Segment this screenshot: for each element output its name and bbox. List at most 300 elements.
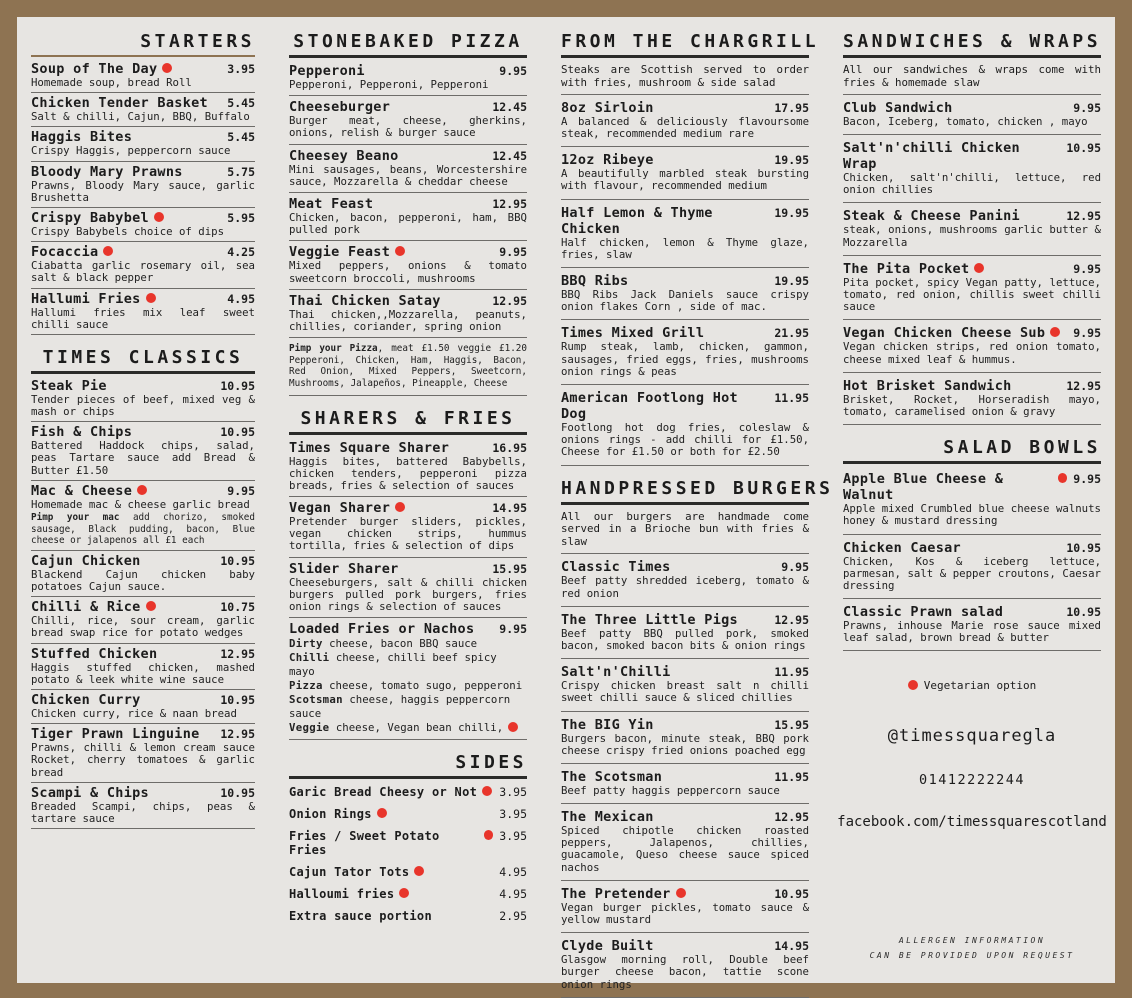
item-price: 9.95: [1073, 472, 1101, 487]
item-description: Thai chicken,,Mozzarella, peanuts, chillies, coriander, spring onion: [289, 307, 527, 333]
item-name-row: [843, 140, 1101, 172]
menu-column-4: [837, 25, 1107, 977]
vegetarian-legend: [908, 679, 1037, 692]
item-name: Haggis Bites: [31, 129, 133, 146]
item-price: 12.45: [492, 148, 527, 163]
item-name-row: [31, 210, 255, 226]
item-description: Blackend Cajun chicken baby potatoes Cajun sauce.: [31, 567, 255, 594]
item-description: Burger meat, cheese, gherkins, onions, relish & burger sauce: [289, 114, 527, 140]
item-price: 9.95: [499, 245, 527, 260]
item-description-line: [289, 637, 527, 651]
item-description: Cheeseburgers, salt & chilli chicken burgers pulled pork burgers, fries onion rings & selection of sauces: [289, 575, 527, 613]
item-price: 12.95: [220, 646, 255, 661]
item-description: Chicken curry, rice & naan bread: [31, 706, 237, 720]
item-name-row: [31, 244, 255, 260]
vegetarian-dot-icon: [395, 502, 405, 512]
item-name: Tiger Prawn Linguine: [31, 726, 200, 743]
menu-item: [561, 200, 809, 268]
item-name: Onion Rings: [289, 806, 372, 821]
menu-item: [561, 95, 809, 147]
item-price: 15.95: [774, 717, 809, 732]
item-note-text: add chorizo, smoked sausage, Black pudding, bacon, Blue cheese or jalapenos all £1 each: [31, 512, 255, 547]
item-name: Chicken Curry: [31, 691, 141, 708]
item-name-row: [289, 561, 527, 577]
item-name: American Footlong Hot Dog: [561, 389, 738, 422]
vegetarian-dot-icon: [154, 212, 164, 222]
item-name-row: [561, 664, 809, 680]
menu-item: [561, 881, 809, 933]
item-name: Mac & Cheese: [31, 482, 133, 499]
item-description: Mixed peppers, onions & tomato sweetcorn broccoli, mushrooms: [289, 259, 527, 285]
instagram-handle: @timessquaregla: [887, 726, 1057, 747]
vegetarian-dot-icon: [162, 63, 172, 73]
allergen-note-line1: ALLERGEN INFORMATION: [898, 936, 1046, 946]
menu-item: [843, 135, 1101, 203]
item-description: Bacon, Iceberg, tomato, chicken , mayo: [843, 114, 1088, 128]
item-price: 4.95: [499, 864, 527, 879]
item-name: Fish & Chips: [31, 424, 133, 441]
section-title: STARTERS: [31, 25, 255, 57]
item-price: 4.95: [227, 291, 255, 306]
menu-item: [561, 320, 809, 385]
item-description: Pita pocket, spicy Vegan patty, lettuce, tomato, red onion, chillis sweet chilli sauce: [843, 275, 1101, 314]
menu-item: [289, 883, 527, 905]
item-price: 5.45: [227, 96, 255, 111]
item-name: Club Sandwich: [843, 99, 953, 116]
item-price: 4.95: [499, 886, 527, 901]
menu-item: [843, 95, 1101, 135]
item-description: Glasgow morning roll, Double beef burger cheese bacon, tattie scone onion rings: [561, 953, 809, 991]
item-name-row: [561, 205, 809, 237]
item-name: The Mexican: [561, 809, 654, 826]
item-description-lead: Scotsman: [289, 692, 343, 706]
item-name-row: [31, 129, 255, 145]
vegetarian-dot-icon: [1050, 327, 1060, 337]
menu-item: [289, 437, 527, 498]
item-description: Homemade mac & cheese garlic bread: [31, 497, 250, 511]
item-name: Clyde Built: [561, 938, 654, 955]
item-name-row: [31, 424, 255, 440]
menu-item: [31, 422, 255, 481]
item-name: Hallumi Fries: [31, 290, 141, 307]
item-description: Pretender burger sliders, pickles, vegan chicken strips, hummus tortilla, fries & selection of dips: [289, 515, 527, 553]
item-name: Vegan Sharer: [289, 500, 391, 517]
item-name-row: [289, 244, 527, 260]
item-price: 10.95: [1066, 605, 1101, 620]
menu-item: [31, 597, 255, 643]
item-description: Vegan burger pickles, tomato sauce & yellow mustard: [561, 900, 809, 927]
menu-item: [289, 861, 527, 883]
item-name-row: [289, 440, 527, 456]
vegetarian-dot-icon: [482, 786, 492, 796]
item-name-row: [31, 483, 255, 499]
section-footnote: [289, 339, 527, 395]
menu-item: [561, 933, 809, 998]
item-name: Extra sauce portion: [289, 908, 432, 923]
item-description: Apple mixed Crumbled blue cheese walnuts honey & mustard dressing: [843, 502, 1101, 528]
item-price: 11.95: [774, 390, 809, 405]
item-description-line: [289, 721, 527, 735]
item-price: 12.95: [492, 293, 527, 308]
menu-item: [843, 256, 1101, 321]
item-price: 19.95: [774, 205, 809, 220]
vegetarian-dot-icon: [395, 246, 405, 256]
item-description-line: [289, 693, 527, 721]
item-description-lead: Dirty: [289, 637, 323, 651]
section-intro: All our sandwiches & wraps come with fries & homemade slaw: [843, 60, 1101, 95]
item-price: 21.95: [774, 326, 809, 341]
item-description: Crispy Babybels choice of dips: [31, 224, 225, 238]
menu-item: [31, 644, 255, 690]
item-price: 10.95: [220, 785, 255, 800]
item-price: 12.45: [492, 100, 527, 115]
menu-item: [289, 781, 527, 803]
item-price: 5.95: [227, 210, 255, 225]
item-name-row: [843, 100, 1101, 116]
menu-item: [289, 145, 527, 193]
item-name-row: [289, 293, 527, 309]
menu-item: [31, 783, 255, 829]
item-name: Cheeseburger: [289, 99, 391, 116]
item-name-row: [289, 99, 527, 115]
item-description: Battered Haddock chips, salad, peas Tartare sauce add Bread & Butter £1.50: [31, 439, 255, 477]
menu-item: [31, 724, 255, 783]
menu-item: [31, 242, 255, 288]
item-name: The Three Little Pigs: [561, 611, 738, 628]
menu-item: [31, 127, 255, 161]
menu-column-4-sections: [843, 25, 1101, 657]
item-name-row: [561, 273, 809, 289]
section-times-classics: [31, 341, 255, 829]
item-description: Mini sausages, beans, Worcestershire sauce, Mozzarella & cheddar cheese: [289, 162, 527, 188]
item-name: Veggie Feast: [289, 244, 391, 261]
item-description: Beef patty shredded iceberg, tomato & red onion: [561, 574, 809, 600]
menu-item: [289, 497, 527, 558]
item-name-row: [843, 471, 1101, 503]
item-description: Chilli, rice, sour cream, garlic bread swap rice for potato wedges: [31, 614, 255, 640]
menu-item: [561, 764, 809, 804]
item-description: Chicken, bacon, pepperoni, ham, BBQ pulled pork: [289, 210, 527, 237]
item-price: 3.95: [499, 828, 527, 843]
menu-column-2: [289, 25, 527, 977]
item-note: [31, 512, 255, 547]
vegetarian-dot-icon: [508, 722, 518, 732]
item-name-row: [31, 164, 255, 180]
menu-item: [31, 481, 255, 551]
section-salad-bowls: [843, 431, 1101, 651]
item-price: 3.95: [499, 806, 527, 821]
item-name-row: [561, 938, 809, 954]
item-name: Chicken Caesar: [843, 539, 961, 556]
vegetarian-dot-icon: [908, 680, 918, 690]
item-description-text: cheese, tomato sugo, pepperoni: [329, 678, 523, 692]
item-name-row: [561, 886, 809, 902]
item-description: Hallumi fries mix leaf sweet chilli sauce: [31, 305, 255, 331]
menu-item: [289, 803, 527, 825]
item-price: 10.95: [1066, 540, 1101, 555]
menu-item: [31, 93, 255, 127]
phone-number: 01412222244: [919, 772, 1025, 789]
menu-item: [289, 825, 527, 861]
item-price: 14.95: [774, 939, 809, 954]
vegetarian-legend-label: Vegetarian option: [923, 679, 1037, 693]
item-price: 17.95: [774, 100, 809, 115]
item-name-row: [289, 148, 527, 164]
vegetarian-dot-icon: [484, 830, 494, 840]
item-name: Soup of The Day: [31, 61, 158, 77]
section-footnote-lead: Pimp your Pizza: [289, 343, 378, 355]
menu-item: [561, 712, 809, 764]
item-price: 12.95: [774, 612, 809, 627]
menu-item: [843, 203, 1101, 255]
item-name-row: [843, 208, 1101, 224]
item-description: Haggis bites, battered Babybells, chicken tenders, pepperoni pizza breads, fries & selection of sauces: [289, 454, 527, 492]
item-description-line: [289, 651, 527, 679]
item-name: The BIG Yin: [561, 716, 654, 733]
item-price: 9.95: [1073, 261, 1101, 276]
item-description: Burgers bacon, minute steak, BBQ pork cheese crispy fried onions poached egg: [561, 731, 809, 757]
item-name: Focaccia: [31, 244, 99, 261]
menu-item: [843, 535, 1101, 600]
item-name: Classic Prawn salad: [843, 604, 1004, 621]
item-description: Beef patty haggis peppercorn sauce: [561, 783, 780, 797]
item-name-row: [843, 540, 1101, 556]
menu-item: [289, 905, 527, 927]
menu-item: [561, 385, 809, 466]
item-description: Spiced chipotle chicken roasted peppers, Jalapenos, chillies, guacamole, Queso cheese sauce spiced nachos: [561, 824, 809, 874]
menu-item: [289, 193, 527, 241]
item-name: Times Square Sharer: [289, 439, 450, 456]
item-price: 19.95: [774, 274, 809, 289]
item-description: Prawns, inhouse Marie rose sauce mixed leaf salad, brown bread & butter: [843, 619, 1101, 645]
item-name: The Pita Pocket: [843, 260, 970, 277]
item-name: Scampi & Chips: [31, 784, 149, 801]
menu-item: [561, 804, 809, 881]
item-name-row: [31, 692, 255, 708]
facebook-url: facebook.com/timessquarescotland: [837, 814, 1107, 831]
item-price: 12.95: [220, 727, 255, 742]
menu-item: [561, 607, 809, 659]
menu-item: [843, 466, 1101, 534]
vegetarian-dot-icon: [1058, 473, 1068, 483]
item-name-row: [31, 95, 255, 111]
menu-item: [289, 96, 527, 144]
item-name: Hot Brisket Sandwich: [843, 377, 1012, 394]
item-name-row: [843, 261, 1101, 277]
item-price: 9.95: [1073, 100, 1101, 115]
section-title: HANDPRESSED BURGERS: [561, 472, 809, 505]
item-name-row: [289, 196, 527, 212]
item-name: Garic Bread Cheesy or Not: [289, 784, 478, 799]
item-name-row: [289, 500, 527, 516]
item-price: 16.95: [492, 440, 527, 455]
section-sandwiches-wraps: [843, 25, 1101, 425]
menu-item: [289, 618, 527, 739]
menu-item: [289, 290, 527, 338]
section-title: SIDES: [289, 746, 527, 779]
item-name-row: [31, 291, 255, 307]
item-name: Half Lemon & Thyme Chicken: [561, 204, 713, 237]
menu-item: [31, 690, 255, 724]
menu-item: [31, 162, 255, 208]
item-description: Brisket, Rocket, Horseradish mayo, tomato, caramelised onion & gravy: [843, 392, 1101, 418]
item-description: Half chicken, lemon & Thyme glaze, fries, slaw: [561, 235, 809, 261]
item-description-text: cheese, haggis peppercorn sauce: [289, 692, 511, 720]
item-name: Cajun Tator Tots: [289, 864, 410, 879]
item-name: Steak Pie: [31, 377, 107, 394]
item-name: Salt'n'Chilli: [561, 664, 671, 681]
item-description: Chicken, salt'n'chilli, lettuce, red onion chillies: [843, 171, 1101, 197]
item-price: 15.95: [492, 561, 527, 576]
menu-item: [289, 60, 527, 96]
item-description: Beef patty BBQ pulled pork, smoked bacon, smoked bacon bits & onion rings: [561, 626, 809, 652]
section-stonebaked-pizza: [289, 25, 527, 396]
item-price: 10.95: [220, 425, 255, 440]
item-description-lead: Pizza: [289, 678, 323, 692]
item-name-row: [561, 809, 809, 825]
item-description: steak, onions, mushrooms garlic butter & Mozzarella: [843, 223, 1101, 249]
item-name-row: [289, 63, 527, 79]
item-description: Crispy Haggis, peppercorn sauce: [31, 144, 231, 158]
item-name-row: [31, 726, 255, 742]
item-name: Cajun Chicken: [31, 552, 141, 569]
item-name: Fries / Sweet Potato Fries: [289, 828, 440, 857]
item-name: Stuffed Chicken: [31, 645, 158, 662]
item-name: Chilli & Rice: [31, 599, 141, 616]
item-name: The Scotsman: [561, 768, 663, 785]
item-price: 12.95: [1066, 209, 1101, 224]
item-name-row: [561, 390, 809, 422]
item-description: Chicken, Kos & iceberg lettuce, parmesan, salt & pepper croutons, Caesar dressing: [843, 554, 1101, 592]
item-price: 9.95: [499, 622, 527, 637]
item-description-text: cheese, chilli beef spicy mayo: [289, 651, 497, 678]
item-description: Crispy chicken breast salt n chilli sweet chilli sauce & sliced chillies: [561, 679, 809, 705]
item-name: Slider Sharer: [289, 560, 399, 577]
item-name: 12oz Ribeye: [561, 152, 654, 169]
item-price: 12.95: [492, 196, 527, 211]
item-price: 9.95: [227, 483, 255, 498]
item-price: 14.95: [492, 501, 527, 516]
item-name-row: [31, 785, 255, 801]
item-description: BBQ Ribs Jack Daniels sauce crispy onion flakes Corn , side of mac.: [561, 288, 809, 314]
allergen-note-line2: CAN BE PROVIDED UPON REQUEST: [869, 950, 1075, 960]
item-name-row: [561, 612, 809, 628]
menu-item: [31, 551, 255, 597]
item-description: Ciabatta garlic rosemary oil, sea salt & black pepper: [31, 259, 255, 285]
item-description: Prawns, chilli & lemon cream sauce Rocket, cherry tomatoes & garlic bread: [31, 741, 255, 779]
item-price: 4.25: [227, 245, 255, 260]
item-price: 12.95: [1066, 378, 1101, 393]
item-note-lead: Pimp your mac: [31, 512, 120, 523]
item-price: 10.95: [774, 886, 809, 901]
item-name: Cheesey Beano: [289, 147, 399, 164]
item-name-row: [561, 152, 809, 168]
item-description: Prawns, Bloody Mary sauce, garlic Brushetta: [31, 178, 255, 204]
menu-item: [31, 59, 255, 93]
menu-item: [31, 289, 255, 335]
item-name: Times Mixed Grill: [561, 325, 705, 342]
item-description: Vegan chicken strips, red onion tomato, cheese mixed leaf & hummus.: [843, 340, 1101, 366]
item-description: A balanced & deliciously flavoursome steak, recommended medium rare: [561, 114, 809, 141]
vegetarian-dot-icon: [676, 888, 686, 898]
item-description-text: cheese, Vegan bean chilli,: [335, 720, 504, 734]
item-name: BBQ Ribs: [561, 273, 629, 290]
item-name: 8oz Sirloin: [561, 99, 654, 116]
item-description-lead: Chilli: [289, 651, 330, 665]
item-price: 9.95: [781, 560, 809, 575]
section-from-the-chargrill: [561, 25, 820, 466]
vegetarian-dot-icon: [399, 888, 409, 898]
menu-item: [31, 208, 255, 242]
item-name: Bloody Mary Prawns: [31, 163, 183, 180]
item-description: Footlong hot dog fries, coleslaw & onions rings - add chilli for £1.50, Cheese for £1.50 or both for £2.50: [561, 420, 809, 459]
section-starters: [31, 25, 255, 335]
item-description: Rump steak, lamb, chicken, gammon, sausages, fried eggs, fries, mushrooms onion rings & peas: [561, 340, 809, 378]
menu-item: [561, 147, 809, 199]
section-title: SANDWICHES & WRAPS: [843, 25, 1101, 58]
item-price: 5.75: [227, 164, 255, 179]
item-name-row: [843, 325, 1101, 341]
menu-item: [843, 320, 1101, 372]
item-description: Homemade soup, bread Roll: [31, 76, 192, 89]
item-name-row: [31, 378, 255, 394]
item-name-row: [289, 621, 527, 637]
item-price: 5.45: [227, 130, 255, 145]
item-price: 2.95: [499, 908, 527, 923]
item-description: Tender pieces of beef, mixed veg & mash or chips: [31, 392, 255, 419]
menu-item: [561, 268, 809, 320]
item-description-line: [289, 679, 527, 693]
section-title: SALAD BOWLS: [843, 431, 1101, 464]
vegetarian-dot-icon: [146, 601, 156, 611]
item-price: 9.95: [1073, 326, 1101, 341]
item-name-row: [561, 100, 809, 116]
menu-column-1: [31, 25, 255, 977]
vegetarian-dot-icon: [137, 485, 147, 495]
menu-item: [31, 376, 255, 422]
item-description: A beautifully marbled steak bursting with flavour, recommended medium: [561, 167, 809, 193]
item-price: 10.95: [220, 692, 255, 707]
item-name: Steak & Cheese Panini: [843, 208, 1020, 225]
item-name: Vegan Chicken Cheese Sub: [843, 325, 1046, 342]
item-name: Thai Chicken Satay: [289, 292, 441, 309]
section-title: STONEBAKED PIZZA: [289, 25, 527, 58]
item-price: 10.95: [1066, 141, 1101, 156]
item-name-row: [561, 717, 809, 733]
section-intro: All our burgers are handmade come served in a Brioche bun with fries & slaw: [561, 507, 809, 555]
item-name-row: [561, 559, 809, 575]
menu-item: [843, 599, 1101, 651]
item-price: 10.75: [220, 600, 255, 615]
item-name: Meat Feast: [289, 195, 374, 212]
item-price: 10.95: [220, 378, 255, 393]
section-handpressed-burgers: [561, 472, 834, 998]
vegetarian-dot-icon: [103, 246, 113, 256]
item-name: Chicken Tender Basket: [31, 95, 208, 112]
vegetarian-dot-icon: [146, 293, 156, 303]
item-description: Salt & chilli, Cajun, BBQ, Buffalo: [31, 110, 250, 124]
item-price: 9.95: [499, 64, 527, 78]
item-name: Crispy Babybel: [31, 209, 149, 226]
section-footnote-text: , meat £1.50 veggie £1.20 Pepperoni, Chicken, Ham, Haggis, Bacon, Red Onion, Mixed Peppers, Sweetcorn, Mushrooms, Jalapeños, Pineapple, Cheese: [289, 343, 527, 389]
vegetarian-dot-icon: [974, 263, 984, 273]
menu-item: [561, 659, 809, 711]
menu-item: [843, 373, 1101, 425]
item-name-row: [31, 61, 255, 77]
vegetarian-dot-icon: [377, 808, 387, 818]
item-name-row: [561, 769, 809, 785]
item-name: The Pretender: [561, 885, 671, 902]
